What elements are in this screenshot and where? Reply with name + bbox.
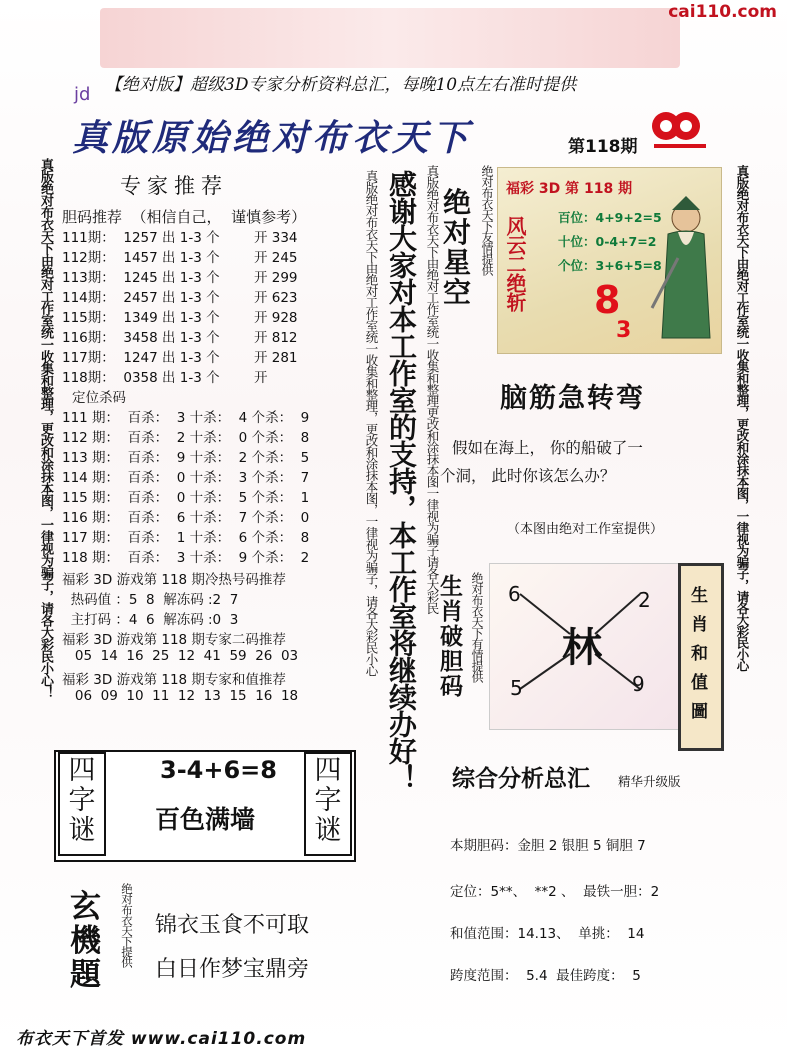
zodiac-bottom-right: 9	[632, 672, 645, 696]
riddle-label-left: 四字谜	[68, 755, 96, 846]
dan-row: 113期： 1245 出 1-3 个 开 299	[62, 270, 298, 286]
kill-row: 113 期： 百杀： 9 十杀： 2 个杀： 5	[62, 450, 310, 466]
riddle-label-box-left	[58, 752, 106, 856]
image-title: 福彩 3D 第 118 期	[506, 181, 633, 197]
image-ge: 个位：3+6+5=8	[558, 258, 662, 273]
dan-row: 118期： 0358 出 1-3 个 开	[62, 370, 268, 386]
thanks-vertical: 感谢大家对本工作室的支持，本工作室将继续办好！	[385, 170, 418, 791]
xuanji-line-1: 锦衣玉食不可取	[155, 913, 310, 938]
dan-row: 115期： 1349 出 1-3 个 开 928	[62, 310, 298, 326]
header-banner	[100, 8, 680, 68]
image-big-number: 8	[594, 278, 621, 322]
kill-row: 112 期： 百杀： 2 十杀： 0 个杀： 8	[62, 430, 310, 446]
summary-subtitle: 精华升级版	[618, 774, 681, 789]
summary-position: 定位：5**、 **2 、 最铁一胆：2	[450, 884, 660, 900]
zodiac-center-char: 林	[562, 624, 602, 671]
riddle-label-box-right	[304, 752, 352, 856]
riddle-label-right: 四字谜	[314, 755, 342, 846]
lottery-image-panel	[497, 167, 722, 354]
kill-row: 115 期： 百杀： 0 十杀： 5 个杀： 1	[62, 490, 310, 506]
dan-row: 111期： 1257 出 1-3 个 开 334	[62, 230, 298, 246]
brain-question-line-1: 假如在海上， 你的船破了一	[452, 439, 643, 457]
main-line: 主打码 ：4 6 解冻码 :0 3	[62, 612, 239, 628]
zodiac-diagram	[489, 563, 681, 730]
riddle-answer: 百色满墙	[155, 805, 256, 834]
dan-row: 116期： 3458 出 1-3 个 开 812	[62, 330, 298, 346]
header-tagline: 【绝对版】超级3D专家分析资料总汇，每晚10点左右准时提供	[105, 75, 577, 95]
dan-row: 114期： 2457 出 1-3 个 开 623	[62, 290, 298, 306]
star-vertical: 绝对布衣天下友情提供	[480, 165, 494, 275]
dan-label: 胆码推荐 （相信自己， 谨慎参考）	[62, 208, 307, 226]
zodiac-top-left: 6	[508, 582, 521, 606]
dan-row: 112期： 1457 出 1-3 个 开 245	[62, 250, 298, 266]
kill-label: 定位杀码	[72, 390, 126, 406]
image-shi: 十位：0-4+7=2	[558, 234, 657, 249]
summary-sum-range: 和值范围：14.13、 单挑： 14	[450, 926, 645, 942]
hot-cold-label: 福彩 3D 游戏第 118 期冷热号码推荐	[62, 572, 286, 588]
thin-vertical-notice: 真版绝对布衣天下由绝对工作室统一收集和整理更改和涂抹本图一律视为骗子请各大彩民	[425, 165, 440, 614]
two-code-line: 05 14 16 25 12 41 59 26 03	[62, 648, 299, 664]
right-vertical-notice: 真版绝对布衣天下由绝对工作室统一收集和整理，更改和涂抹本图，一律视为骗子，请各大彩民小心	[735, 165, 750, 671]
xuanji-vertical: 绝对布衣天下提供	[120, 883, 134, 967]
sum-value-line: 06 09 10 11 12 13 15 16 18	[62, 688, 299, 704]
summary-dan: 本期胆码：金胆 2 银胆 5 铜胆 7	[450, 838, 646, 854]
brain-teaser-title: 脑筋急转弯	[500, 383, 645, 414]
sum-value-label: 福彩 3D 游戏第 118 期专家和值推荐	[62, 672, 286, 688]
brain-question-line-2: 个洞， 此时你该怎么办？	[440, 467, 616, 485]
zodiac-bottom-left: 5	[510, 676, 523, 700]
middle-vertical-notice: 真版绝对布衣天下由绝对工作室统一收集和整理，更改和涂抹本图，一律视为骗子，请各大彩民小心	[364, 170, 379, 676]
image-bai: 百位：4+9+2=5	[558, 210, 662, 225]
image-small-number: 3	[616, 318, 632, 343]
welfare-lottery-logo	[646, 104, 714, 152]
image-credit: （本图由绝对工作室提供）	[507, 522, 664, 537]
kill-row: 111 期： 百杀： 3 十杀： 4 个杀： 9	[62, 410, 310, 426]
zodiac-side-text: 生肖和值圖	[691, 586, 708, 722]
image-side-text: 风云二绝斩	[503, 216, 527, 311]
left-vertical-notice: 真版绝对布衣天下由绝对工作室统一收集和整理，更改和涂抹本图，一律视为骗子，请各大彩民小心！	[38, 158, 53, 698]
summary-title: 综合分析总汇	[452, 766, 590, 792]
zodiac-vertical: 绝对布衣天下有情提供	[470, 572, 484, 682]
summary-span-range: 跨度范围： 5.4 最佳跨度： 5	[450, 968, 641, 984]
zodiac-title: 生肖破胆码	[440, 574, 463, 700]
kill-row: 114 期： 百杀： 0 十杀： 3 个杀： 7	[62, 470, 310, 486]
zodiac-top-right: 2	[638, 588, 651, 612]
issue-label: 第118期	[568, 137, 638, 157]
star-title: 绝对星空	[443, 186, 472, 309]
kill-row: 117 期： 百杀： 1 十杀： 6 个杀： 8	[62, 530, 310, 546]
footer-credit[interactable]: 布衣天下首发 www.cai110.com	[16, 1029, 307, 1049]
hot-line: 热码值 ：5 8 解冻码 :2 7	[62, 592, 239, 608]
warrior-figure-illustration	[648, 188, 718, 348]
two-code-label: 福彩 3D 游戏第 118 期专家二码推荐	[62, 632, 286, 648]
main-title: 真版原始绝对布衣天下	[72, 117, 473, 159]
zodiac-side-panel	[678, 563, 724, 751]
dan-row: 117期： 1247 出 1-3 个 开 281	[62, 350, 298, 366]
xuanji-title: 玄機題	[70, 889, 101, 993]
xuanji-line-2: 白日作梦宝鼎旁	[155, 957, 310, 982]
kill-row: 118 期： 百杀： 3 十杀： 9 个杀： 2	[62, 550, 310, 566]
kill-row: 116 期： 百杀： 6 十杀： 7 个杀： 0	[62, 510, 310, 526]
site-url[interactable]: cai110.com	[668, 2, 777, 22]
riddle-formula: 3-4+6=8	[160, 756, 277, 784]
jd-mark: jd	[74, 84, 91, 105]
expert-panel-title: 专家推荐	[120, 174, 228, 198]
